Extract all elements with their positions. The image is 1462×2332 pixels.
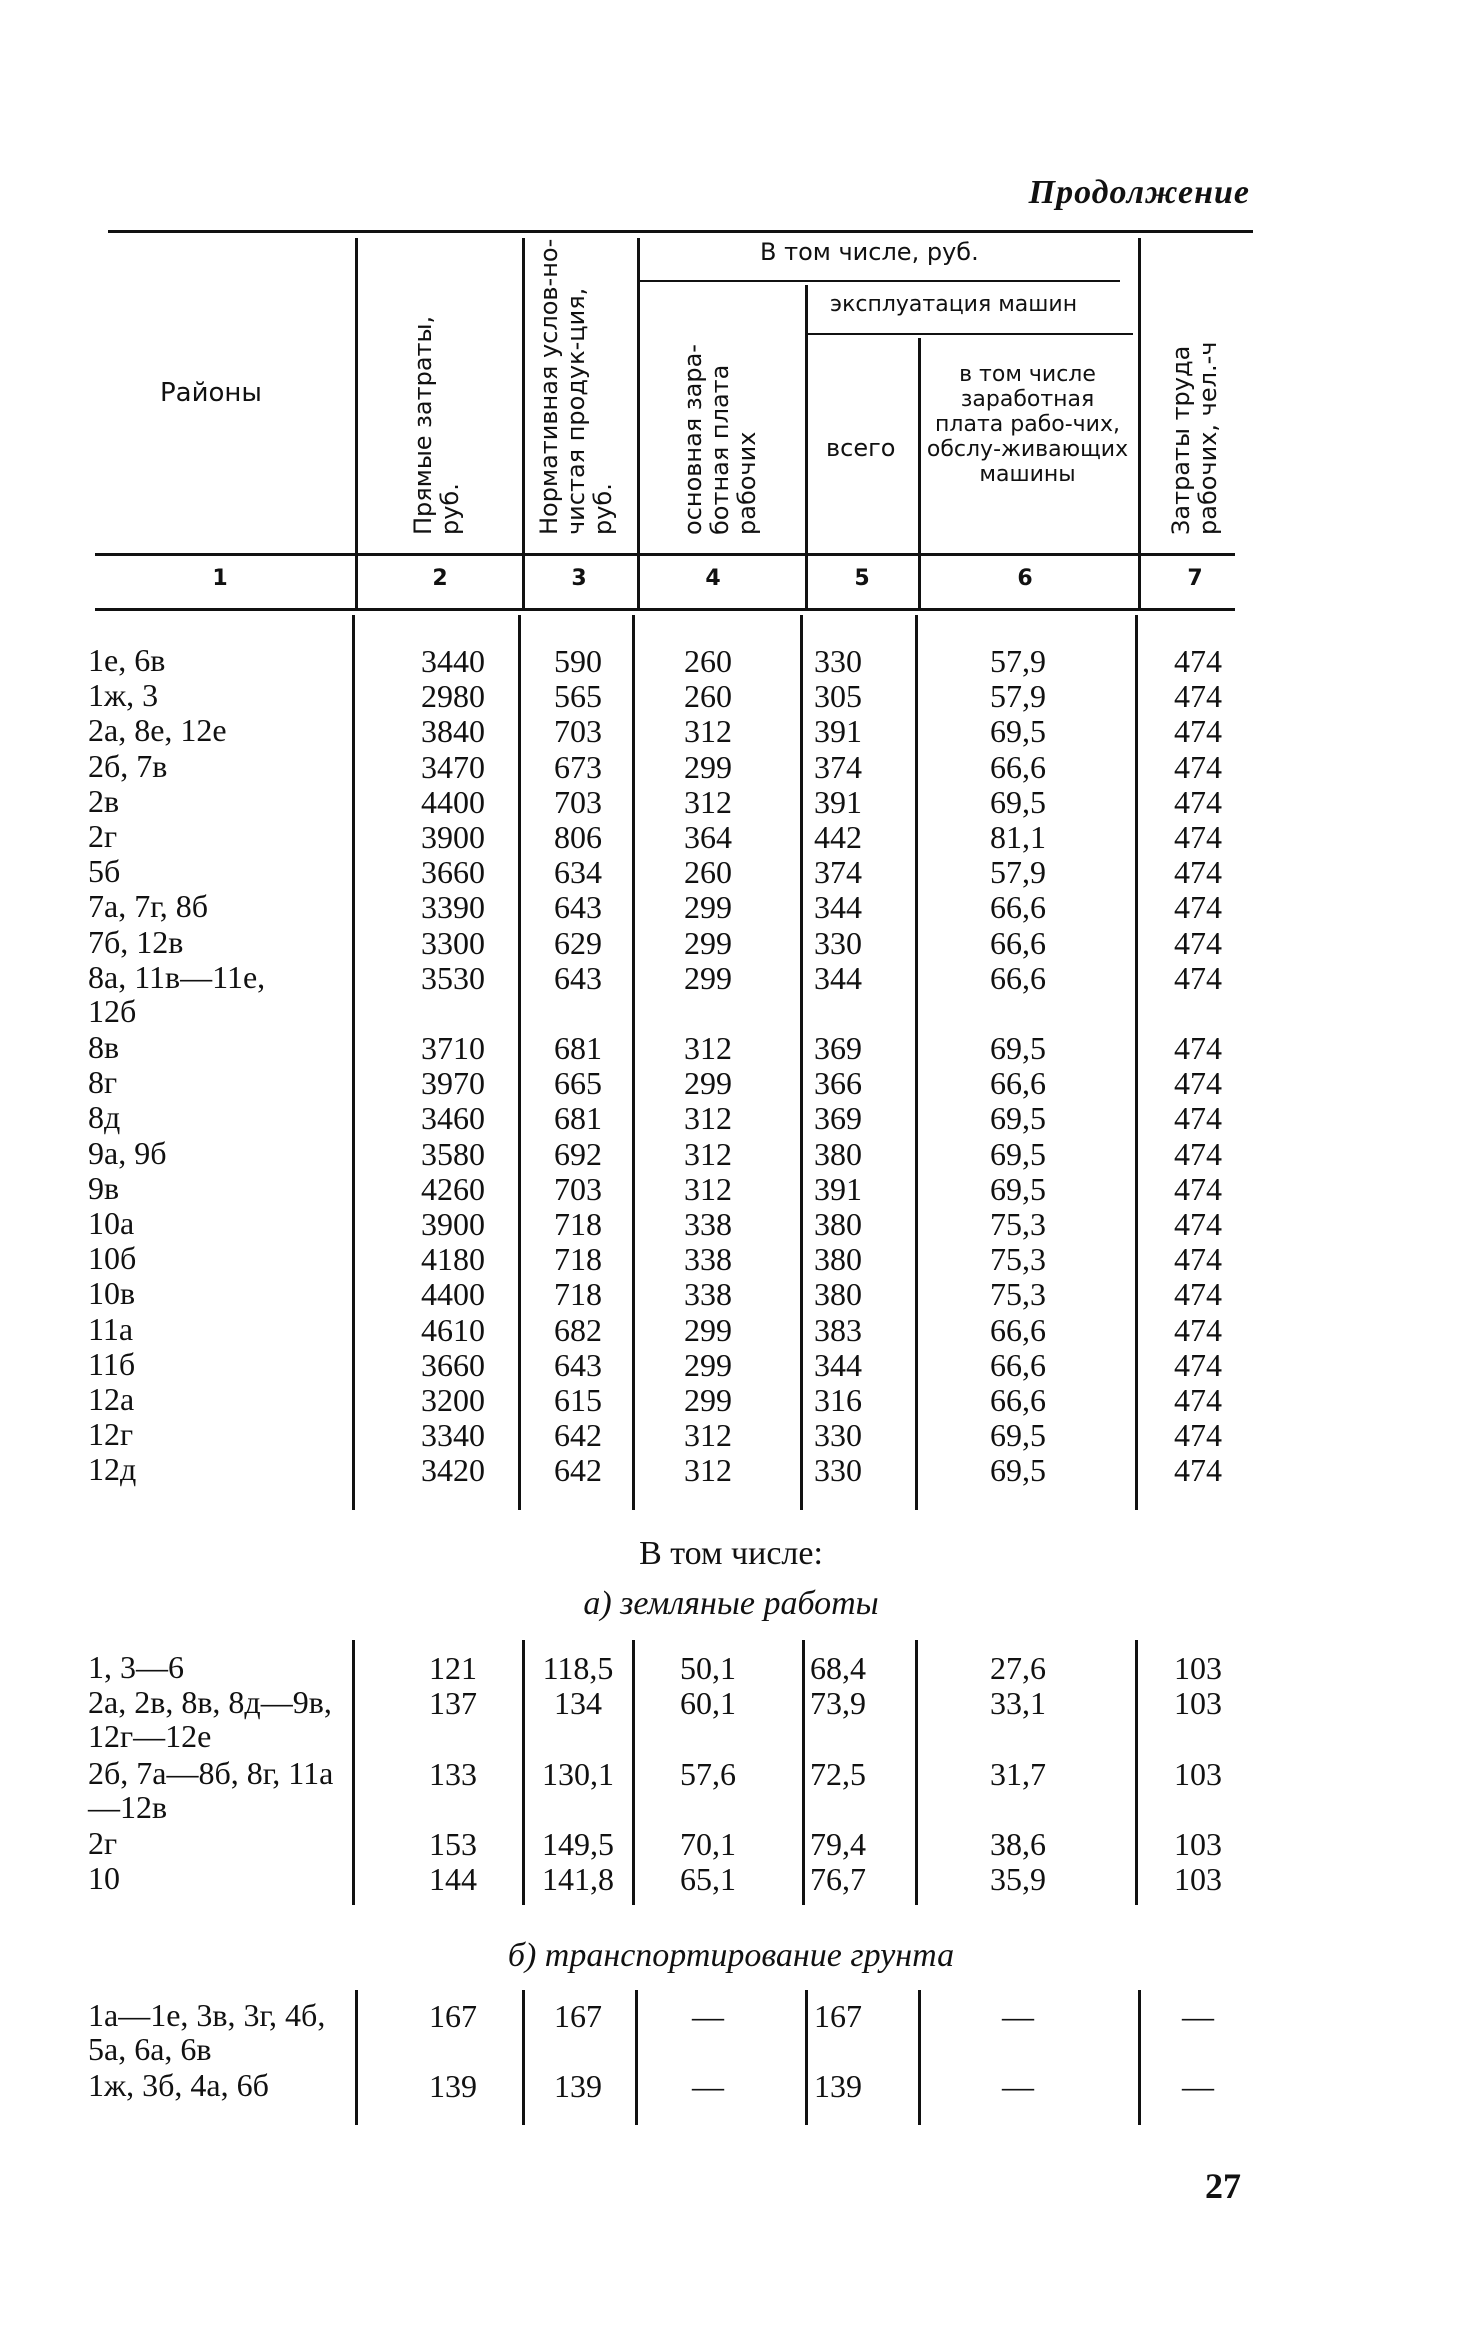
base-wage-cell: 338 bbox=[684, 1206, 732, 1243]
base-wage-cell: 312 bbox=[684, 1452, 732, 1489]
direct-costs-cell: 4180 bbox=[421, 1241, 485, 1278]
base-wage-cell: 260 bbox=[684, 678, 732, 715]
table-row bbox=[88, 1030, 1248, 1065]
colnum-6: 6 bbox=[1017, 566, 1033, 591]
production-cell: 141,8 bbox=[542, 1861, 614, 1898]
section-b-body bbox=[88, 1998, 1248, 2104]
labor-cell: — bbox=[1182, 2068, 1214, 2105]
labor-cell: 474 bbox=[1174, 924, 1222, 961]
machine-wage-cell: 57,9 bbox=[990, 643, 1046, 679]
hdr-vrule-3 bbox=[637, 238, 640, 608]
machine-total-cell: 330 bbox=[814, 924, 862, 961]
labor-cell: 474 bbox=[1174, 854, 1222, 891]
labor-cell: 474 bbox=[1174, 1065, 1222, 1102]
machine-total-cell: 391 bbox=[814, 1170, 862, 1207]
machine-total-cell: 316 bbox=[814, 1381, 862, 1418]
region-cell: 1е, 6в bbox=[88, 642, 166, 678]
machine-wage-cell: 69,5 bbox=[990, 1030, 1046, 1067]
labor-cell: — bbox=[1182, 1998, 1214, 2034]
direct-costs-cell: 139 bbox=[429, 2068, 477, 2105]
machine-total-cell: 369 bbox=[814, 1030, 862, 1067]
machine-wage-cell: 69,5 bbox=[990, 713, 1046, 750]
direct-costs-cell: 3470 bbox=[421, 748, 485, 785]
machine-total-cell: 383 bbox=[814, 1311, 862, 1348]
hdr-vrule-2 bbox=[522, 238, 525, 608]
table-row bbox=[88, 1276, 1248, 1311]
direct-costs-cell: 137 bbox=[429, 1685, 477, 1722]
main-table-body bbox=[88, 643, 1248, 1488]
machine-total-cell: 79,4 bbox=[810, 1825, 866, 1862]
table-row bbox=[88, 1171, 1248, 1206]
region-cell: 12г bbox=[88, 1416, 134, 1453]
region-cell: 12а bbox=[88, 1380, 135, 1417]
table-row bbox=[88, 1452, 1248, 1487]
table-row bbox=[88, 1861, 1248, 1896]
region-cell: 10б bbox=[88, 1240, 137, 1277]
labor-cell: 474 bbox=[1174, 713, 1222, 750]
production-cell: 681 bbox=[554, 1100, 602, 1137]
base-wage-cell: 312 bbox=[684, 1417, 732, 1454]
production-cell: 634 bbox=[554, 854, 602, 891]
colnum-3: 3 bbox=[571, 566, 587, 591]
direct-costs-cell: 3440 bbox=[421, 643, 485, 679]
production-cell: 629 bbox=[554, 924, 602, 961]
production-cell: 682 bbox=[554, 1311, 602, 1348]
table-row bbox=[88, 1826, 1248, 1861]
table-row bbox=[88, 1382, 1248, 1417]
labor-cell: 474 bbox=[1174, 643, 1222, 679]
labor-cell: 474 bbox=[1174, 818, 1222, 855]
base-wage-cell: 260 bbox=[684, 643, 732, 679]
region-cell: 1ж, 3 bbox=[88, 677, 159, 714]
section-a-title: а) земляные работы bbox=[583, 1585, 879, 1622]
machine-total-cell: 369 bbox=[814, 1100, 862, 1137]
base-wage-cell: 299 bbox=[684, 748, 732, 785]
production-cell: 665 bbox=[554, 1065, 602, 1102]
table-row bbox=[88, 749, 1248, 784]
table-row bbox=[88, 1685, 1248, 1755]
table-row bbox=[88, 1065, 1248, 1100]
region-cell: 9в bbox=[88, 1169, 120, 1206]
header-group-label: В том числе, руб. bbox=[760, 238, 979, 266]
labor-cell: 474 bbox=[1174, 1381, 1222, 1418]
base-wage-cell: — bbox=[692, 1998, 724, 2034]
machine-total-cell: 374 bbox=[814, 854, 862, 891]
base-wage-cell: 65,1 bbox=[680, 1861, 736, 1898]
region-cell: 8г bbox=[88, 1064, 118, 1101]
table-row bbox=[88, 1241, 1248, 1276]
header-base-wage: основная зара-ботная плата рабочих bbox=[679, 344, 761, 535]
region-cell: 10 bbox=[88, 1860, 120, 1897]
machine-total-cell: 374 bbox=[814, 748, 862, 785]
direct-costs-cell: 3900 bbox=[421, 818, 485, 855]
machine-total-cell: 380 bbox=[814, 1135, 862, 1172]
table-row bbox=[88, 1650, 1248, 1685]
base-wage-cell: 299 bbox=[684, 889, 732, 926]
labor-cell: 474 bbox=[1174, 1452, 1222, 1489]
base-wage-cell: 260 bbox=[684, 854, 732, 891]
machine-total-cell: 68,4 bbox=[810, 1650, 866, 1686]
region-cell: 11б bbox=[88, 1345, 136, 1382]
machine-total-cell: 380 bbox=[814, 1206, 862, 1243]
table-row bbox=[88, 784, 1248, 819]
labor-cell: 474 bbox=[1174, 678, 1222, 715]
machine-total-cell: 330 bbox=[814, 1417, 862, 1454]
page-number: 27 bbox=[1205, 2166, 1241, 2206]
direct-costs-cell: 4260 bbox=[421, 1170, 485, 1207]
base-wage-cell: 338 bbox=[684, 1241, 732, 1278]
direct-costs-cell: 153 bbox=[429, 1825, 477, 1862]
table-row bbox=[88, 1998, 1248, 2068]
table-row bbox=[88, 2068, 1248, 2103]
region-cell: 1а—1е, 3в, 3г, 4б, 5а, 6а, 6в bbox=[88, 1997, 326, 2067]
region-cell: 1, 3—6 bbox=[88, 1649, 184, 1685]
table-row bbox=[88, 1756, 1248, 1826]
table-row bbox=[88, 1347, 1248, 1382]
labor-cell: 474 bbox=[1174, 959, 1222, 996]
machine-wage-cell: 69,5 bbox=[990, 1452, 1046, 1489]
table-row bbox=[88, 819, 1248, 854]
base-wage-cell: — bbox=[692, 2068, 724, 2105]
production-cell: 643 bbox=[554, 959, 602, 996]
production-cell: 167 bbox=[554, 1998, 602, 2034]
header-normative-production: Нормативная услов-но-чистая продук-ция, руб. bbox=[535, 238, 617, 535]
production-cell: 118,5 bbox=[542, 1650, 614, 1686]
region-cell: 10в bbox=[88, 1275, 136, 1312]
base-wage-cell: 299 bbox=[684, 924, 732, 961]
machine-total-cell: 344 bbox=[814, 1346, 862, 1383]
direct-costs-cell: 3900 bbox=[421, 1206, 485, 1243]
machine-total-cell: 344 bbox=[814, 959, 862, 996]
region-cell: 2б, 7а—8б, 8г, 11а—12в bbox=[88, 1754, 334, 1825]
hdr-vrule-6 bbox=[1138, 238, 1141, 608]
region-cell: 7а, 7г, 8б bbox=[88, 888, 208, 925]
labor-cell: 474 bbox=[1174, 889, 1222, 926]
direct-costs-cell: 3390 bbox=[421, 889, 485, 926]
production-cell: 718 bbox=[554, 1206, 602, 1243]
machine-total-cell: 442 bbox=[814, 818, 862, 855]
header-subgroup-label: эксплуатация машин bbox=[830, 292, 1078, 317]
direct-costs-cell: 4400 bbox=[421, 783, 485, 820]
machine-total-cell: 72,5 bbox=[810, 1755, 866, 1792]
table-row bbox=[88, 713, 1248, 748]
region-cell: 8в bbox=[88, 1029, 120, 1066]
machine-wage-cell: 69,5 bbox=[990, 1100, 1046, 1137]
production-cell: 139 bbox=[554, 2068, 602, 2105]
direct-costs-cell: 2980 bbox=[421, 678, 485, 715]
header-labor-costs: Затраты труда рабочих, чел.-ч bbox=[1167, 341, 1222, 535]
region-cell: 8а, 11в—11е, 12б bbox=[88, 958, 266, 1029]
base-wage-cell: 299 bbox=[684, 1381, 732, 1418]
group-rule bbox=[638, 280, 1120, 282]
machine-wage-cell: 66,6 bbox=[990, 1065, 1046, 1102]
machine-wage-cell: — bbox=[1002, 1998, 1034, 2034]
production-cell: 149,5 bbox=[542, 1825, 614, 1862]
table-row bbox=[88, 643, 1248, 678]
colnum-4: 4 bbox=[705, 566, 721, 591]
direct-costs-cell: 133 bbox=[429, 1755, 477, 1792]
machine-wage-cell: 75,3 bbox=[990, 1206, 1046, 1243]
table-row bbox=[88, 1136, 1248, 1171]
table-row bbox=[88, 1312, 1248, 1347]
machine-wage-cell: 75,3 bbox=[990, 1276, 1046, 1313]
direct-costs-cell: 3200 bbox=[421, 1381, 485, 1418]
production-cell: 806 bbox=[554, 818, 602, 855]
colnum-7: 7 bbox=[1187, 566, 1203, 591]
production-cell: 643 bbox=[554, 1346, 602, 1383]
machine-wage-cell: 66,6 bbox=[990, 1381, 1046, 1418]
direct-costs-cell: 3660 bbox=[421, 854, 485, 891]
machine-total-cell: 366 bbox=[814, 1065, 862, 1102]
region-cell: 2г bbox=[88, 1824, 118, 1861]
direct-costs-cell: 167 bbox=[429, 1998, 477, 2034]
machine-wage-cell: 66,6 bbox=[990, 924, 1046, 961]
machine-wage-cell: 69,5 bbox=[990, 1417, 1046, 1454]
labor-cell: 474 bbox=[1174, 1241, 1222, 1278]
region-cell: 8д bbox=[88, 1099, 121, 1136]
direct-costs-cell: 3660 bbox=[421, 1346, 485, 1383]
labor-cell: 103 bbox=[1174, 1685, 1222, 1722]
machine-total-cell: 305 bbox=[814, 678, 862, 715]
direct-costs-cell: 3530 bbox=[421, 959, 485, 996]
colnum-5: 5 bbox=[854, 566, 870, 591]
direct-costs-cell: 4610 bbox=[421, 1311, 485, 1348]
region-cell: 2а, 2в, 8в, 8д—9в, 12г—12е bbox=[88, 1684, 332, 1755]
numbers-bottom-rule bbox=[95, 608, 1235, 611]
subgroup-rule bbox=[808, 333, 1133, 335]
table-row bbox=[88, 1100, 1248, 1135]
machine-wage-cell: 27,6 bbox=[990, 1650, 1046, 1686]
direct-costs-cell: 3580 bbox=[421, 1135, 485, 1172]
direct-costs-cell: 144 bbox=[429, 1861, 477, 1898]
production-cell: 565 bbox=[554, 678, 602, 715]
machine-total-cell: 344 bbox=[814, 889, 862, 926]
production-cell: 703 bbox=[554, 783, 602, 820]
base-wage-cell: 312 bbox=[684, 1170, 732, 1207]
labor-cell: 103 bbox=[1174, 1861, 1222, 1898]
region-cell: 2а, 8е, 12е bbox=[88, 712, 227, 749]
machine-total-cell: 76,7 bbox=[810, 1861, 866, 1898]
base-wage-cell: 312 bbox=[684, 1100, 732, 1137]
machine-wage-cell: 66,6 bbox=[990, 1311, 1046, 1348]
region-cell: 2г bbox=[88, 817, 118, 854]
machine-wage-cell: 57,9 bbox=[990, 854, 1046, 891]
labor-cell: 474 bbox=[1174, 1135, 1222, 1172]
production-cell: 692 bbox=[554, 1135, 602, 1172]
production-cell: 703 bbox=[554, 713, 602, 750]
production-cell: 718 bbox=[554, 1241, 602, 1278]
base-wage-cell: 312 bbox=[684, 1135, 732, 1172]
direct-costs-cell: 3340 bbox=[421, 1417, 485, 1454]
production-cell: 642 bbox=[554, 1417, 602, 1454]
labor-cell: 474 bbox=[1174, 748, 1222, 785]
region-cell: 10а bbox=[88, 1205, 135, 1242]
labor-cell: 474 bbox=[1174, 783, 1222, 820]
region-cell: 2б, 7в bbox=[88, 747, 168, 784]
direct-costs-cell: 3300 bbox=[421, 924, 485, 961]
production-cell: 134 bbox=[554, 1685, 602, 1722]
production-cell: 615 bbox=[554, 1381, 602, 1418]
machine-wage-cell: 38,6 bbox=[990, 1825, 1046, 1862]
direct-costs-cell: 3840 bbox=[421, 713, 485, 750]
production-cell: 642 bbox=[554, 1452, 602, 1489]
machine-total-cell: 380 bbox=[814, 1276, 862, 1313]
direct-costs-cell: 121 bbox=[429, 1650, 477, 1686]
production-cell: 681 bbox=[554, 1030, 602, 1067]
machine-wage-cell: 66,6 bbox=[990, 959, 1046, 996]
base-wage-cell: 364 bbox=[684, 818, 732, 855]
machine-total-cell: 330 bbox=[814, 1452, 862, 1489]
region-cell: 12д bbox=[88, 1451, 137, 1488]
machine-wage-cell: 31,7 bbox=[990, 1755, 1046, 1792]
base-wage-cell: 50,1 bbox=[680, 1650, 736, 1686]
production-cell: 718 bbox=[554, 1276, 602, 1313]
machine-wage-cell: 66,6 bbox=[990, 748, 1046, 785]
machine-wage-cell: — bbox=[1002, 2068, 1034, 2105]
direct-costs-cell: 3710 bbox=[421, 1030, 485, 1067]
labor-cell: 474 bbox=[1174, 1170, 1222, 1207]
labor-cell: 103 bbox=[1174, 1650, 1222, 1686]
direct-costs-cell: 3420 bbox=[421, 1452, 485, 1489]
table-row bbox=[88, 889, 1248, 924]
direct-costs-cell: 4400 bbox=[421, 1276, 485, 1313]
header-machine-wage: в том числе заработная плата рабо-чих, обслу-живающих машины bbox=[926, 362, 1129, 487]
table-row bbox=[88, 1417, 1248, 1452]
base-wage-cell: 57,6 bbox=[680, 1755, 736, 1792]
hdr-vrule-4 bbox=[805, 285, 808, 608]
production-cell: 643 bbox=[554, 889, 602, 926]
machine-wage-cell: 81,1 bbox=[990, 818, 1046, 855]
table-row bbox=[88, 960, 1248, 1030]
machine-total-cell: 391 bbox=[814, 783, 862, 820]
region-cell: 2в bbox=[88, 782, 120, 819]
machine-wage-cell: 66,6 bbox=[990, 1346, 1046, 1383]
machine-wage-cell: 69,5 bbox=[990, 783, 1046, 820]
region-cell: 9а, 9б bbox=[88, 1134, 167, 1171]
header-direct-costs: Прямые затраты, руб. bbox=[409, 315, 464, 535]
base-wage-cell: 312 bbox=[684, 783, 732, 820]
machine-total-cell: 391 bbox=[814, 713, 862, 750]
production-cell: 703 bbox=[554, 1170, 602, 1207]
production-cell: 590 bbox=[554, 643, 602, 679]
region-cell: 11а bbox=[88, 1310, 134, 1347]
base-wage-cell: 70,1 bbox=[680, 1825, 736, 1862]
machine-wage-cell: 75,3 bbox=[990, 1241, 1046, 1278]
machine-total-cell: 330 bbox=[814, 643, 862, 679]
colnum-2: 2 bbox=[432, 566, 448, 591]
colnum-1: 1 bbox=[212, 566, 228, 591]
table-row bbox=[88, 678, 1248, 713]
continued-label: Продолжение bbox=[1028, 174, 1250, 211]
hdr-vrule-5 bbox=[918, 338, 921, 608]
section-a-body bbox=[88, 1650, 1248, 1896]
table-row bbox=[88, 925, 1248, 960]
labor-cell: 474 bbox=[1174, 1417, 1222, 1454]
base-wage-cell: 338 bbox=[684, 1276, 732, 1313]
hdr-vrule-1 bbox=[355, 238, 358, 608]
machine-total-cell: 139 bbox=[814, 2068, 862, 2105]
base-wage-cell: 60,1 bbox=[680, 1685, 736, 1722]
region-cell: 1ж, 3б, 4а, 6б bbox=[88, 2067, 269, 2104]
including-label: В том числе: bbox=[639, 1535, 823, 1572]
labor-cell: 474 bbox=[1174, 1100, 1222, 1137]
region-cell: 5б bbox=[88, 853, 121, 890]
machine-total-cell: 167 bbox=[814, 1998, 862, 2034]
machine-wage-cell: 33,1 bbox=[990, 1685, 1046, 1722]
table-top-rule bbox=[108, 230, 1253, 233]
base-wage-cell: 312 bbox=[684, 1030, 732, 1067]
section-b-title: б) транспортирование грунта bbox=[507, 1937, 955, 1974]
table-row bbox=[88, 854, 1248, 889]
machine-total-cell: 73,9 bbox=[810, 1685, 866, 1722]
direct-costs-cell: 3460 bbox=[421, 1100, 485, 1137]
region-cell: 7б, 12в bbox=[88, 923, 184, 960]
table-row bbox=[88, 1206, 1248, 1241]
header-regions: Районы bbox=[160, 378, 262, 408]
labor-cell: 103 bbox=[1174, 1825, 1222, 1862]
labor-cell: 474 bbox=[1174, 1030, 1222, 1067]
labor-cell: 474 bbox=[1174, 1206, 1222, 1243]
direct-costs-cell: 3970 bbox=[421, 1065, 485, 1102]
base-wage-cell: 312 bbox=[684, 713, 732, 750]
base-wage-cell: 299 bbox=[684, 1311, 732, 1348]
production-cell: 673 bbox=[554, 748, 602, 785]
machine-wage-cell: 35,9 bbox=[990, 1861, 1046, 1898]
header-bottom-rule bbox=[95, 553, 1235, 556]
labor-cell: 474 bbox=[1174, 1276, 1222, 1313]
machine-wage-cell: 69,5 bbox=[990, 1135, 1046, 1172]
machine-total-cell: 380 bbox=[814, 1241, 862, 1278]
base-wage-cell: 299 bbox=[684, 959, 732, 996]
production-cell: 130,1 bbox=[542, 1755, 614, 1792]
labor-cell: 474 bbox=[1174, 1346, 1222, 1383]
labor-cell: 103 bbox=[1174, 1755, 1222, 1792]
machine-wage-cell: 66,6 bbox=[990, 889, 1046, 926]
machine-wage-cell: 69,5 bbox=[990, 1170, 1046, 1207]
base-wage-cell: 299 bbox=[684, 1065, 732, 1102]
labor-cell: 474 bbox=[1174, 1311, 1222, 1348]
machine-wage-cell: 57,9 bbox=[990, 678, 1046, 715]
header-total: всего bbox=[826, 434, 896, 462]
base-wage-cell: 299 bbox=[684, 1346, 732, 1383]
